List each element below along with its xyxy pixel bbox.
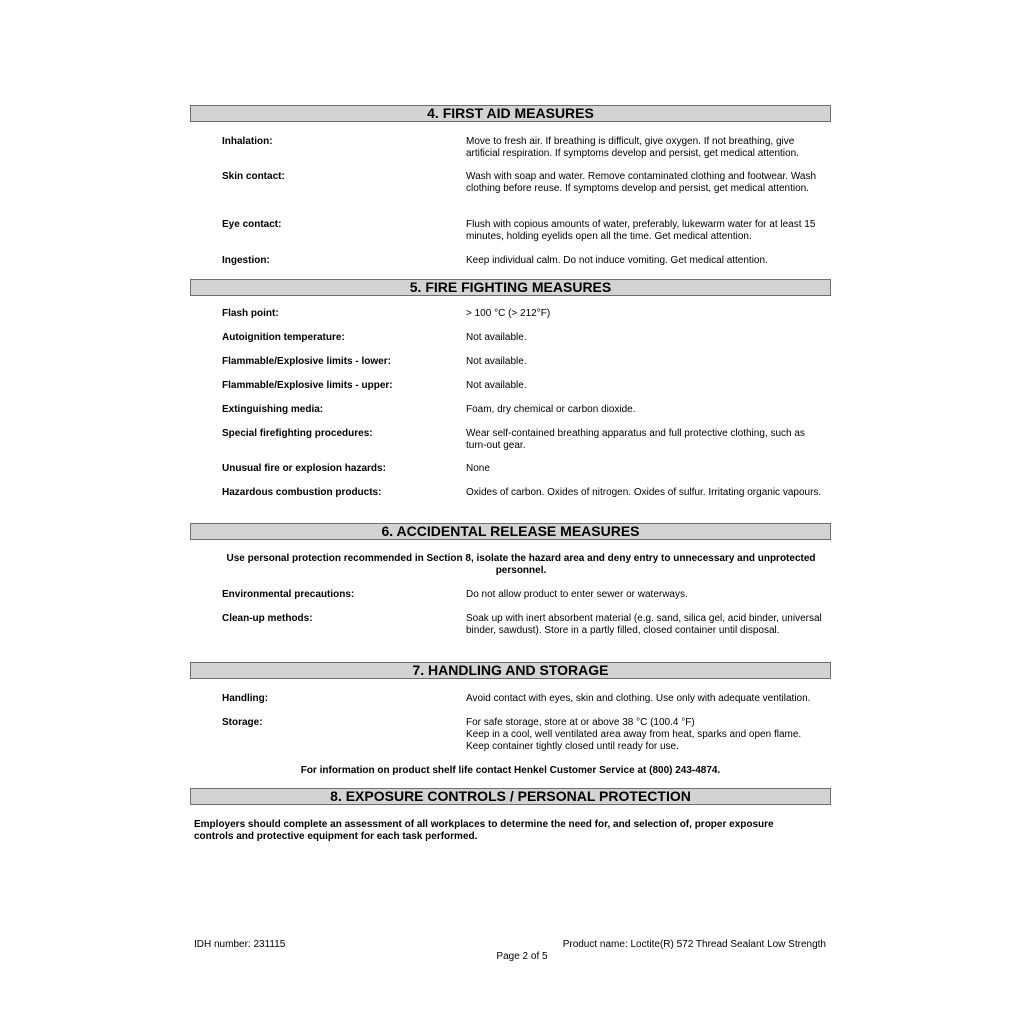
- page-number: Page 2 of 5: [496, 951, 548, 962]
- clean-up-label: Clean-up methods:: [222, 613, 313, 624]
- storage-value-line-2: Keep in a cool, well ventilated area away from heat, sparks and open flame.: [466, 729, 802, 740]
- skin-contact-label: Skin contact:: [222, 171, 285, 182]
- handling-label: Handling:: [222, 693, 269, 704]
- ingestion-label: Ingestion:: [222, 255, 270, 266]
- special-procedures-value: Wear self-contained breathing apparatus and full protective clothing, such as turn-out gear.: [466, 428, 805, 451]
- section-8-header: 8. EXPOSURE CONTROLS / PERSONAL PROTECTION: [190, 788, 831, 805]
- idh-number: IDH number: 231115: [194, 939, 286, 950]
- skin-contact-value: Wash with soap and water. Remove contaminated clothing and footwear. Wash clothing before reuse. If symptoms develop and persist, get medical attention.: [466, 171, 817, 194]
- environmental-precautions-label: Environmental precautions:: [222, 589, 355, 600]
- flash-point-label: Flash point:: [222, 308, 279, 319]
- eye-contact-label: Eye contact:: [222, 219, 282, 230]
- autoignition-label: Autoignition temperature:: [222, 332, 345, 343]
- explosive-lower-label: Flammable/Explosive limits - lower:: [222, 356, 391, 367]
- inhalation-value: Move to fresh air. If breathing is difficult, give oxygen. If not breathing, give artificial respiration. If symptoms develop and persist, get medical attention.: [466, 136, 799, 159]
- combustion-products-label: Hazardous combustion products:: [222, 487, 382, 498]
- extinguishing-media-value: Foam, dry chemical or carbon dioxide.: [466, 404, 636, 415]
- section-5-header: 5. FIRE FIGHTING MEASURES: [190, 279, 831, 296]
- inhalation-label: Inhalation:: [222, 136, 273, 147]
- eye-contact-value: Flush with copious amounts of water, preferably, lukewarm water for at least 15 minutes, holding eyelids open all the time. Get medical attention.: [466, 219, 816, 242]
- handling-value: Avoid contact with eyes, skin and clothing. Use only with adequate ventilation.: [466, 693, 811, 704]
- storage-value-line-3: Keep container tightly closed until ready for use.: [466, 741, 679, 752]
- storage-label: Storage:: [222, 717, 263, 728]
- unusual-hazards-label: Unusual fire or explosion hazards:: [222, 463, 386, 474]
- shelf-life-note: For information on product shelf life contact Henkel Customer Service at (800) 243-4874.: [300, 765, 721, 776]
- environmental-precautions-value: Do not allow product to enter sewer or waterways.: [466, 589, 688, 600]
- explosive-upper-label: Flammable/Explosive limits - upper:: [222, 380, 393, 391]
- product-name: Product name: Loctite(R) 572 Thread Sealant Low Strength: [562, 939, 826, 950]
- combustion-products-value: Oxides of carbon. Oxides of nitrogen. Oxides of sulfur. Irritating organic vapours.: [466, 487, 822, 498]
- section-7-header: 7. HANDLING AND STORAGE: [190, 662, 831, 679]
- extinguishing-media-label: Extinguishing media:: [222, 404, 324, 415]
- autoignition-value: Not available.: [466, 332, 527, 343]
- section-6-note: Use personal protection recommended in Section 8, isolate the hazard area and deny entry to unnecessary and unprotected personnel.: [226, 553, 816, 576]
- flash-point-value: > 100 °C (> 212°F): [466, 308, 551, 319]
- section-8-note: Employers should complete an assessment of all workplaces to determine the need for, and selection of, proper exposure controls and protective equipment for each task performed.: [194, 819, 774, 842]
- ingestion-value: Keep individual calm. Do not induce vomiting. Get medical attention.: [466, 255, 768, 266]
- clean-up-value: Soak up with inert absorbent material (e.g. sand, silica gel, acid binder, universal binder, sawdust). Store in a partly filled, closed container until disposal.: [466, 613, 822, 636]
- section-6-header: 6. ACCIDENTAL RELEASE MEASURES: [190, 523, 831, 540]
- special-procedures-label: Special firefighting procedures:: [222, 428, 373, 439]
- explosive-upper-value: Not available.: [466, 380, 527, 391]
- explosive-lower-value: Not available.: [466, 356, 527, 367]
- storage-value-line-1: For safe storage, store at or above 38 °C (100.4 °F): [466, 717, 695, 728]
- section-4-header: 4. FIRST AID MEASURES: [190, 105, 831, 122]
- unusual-hazards-value: None: [466, 463, 490, 474]
